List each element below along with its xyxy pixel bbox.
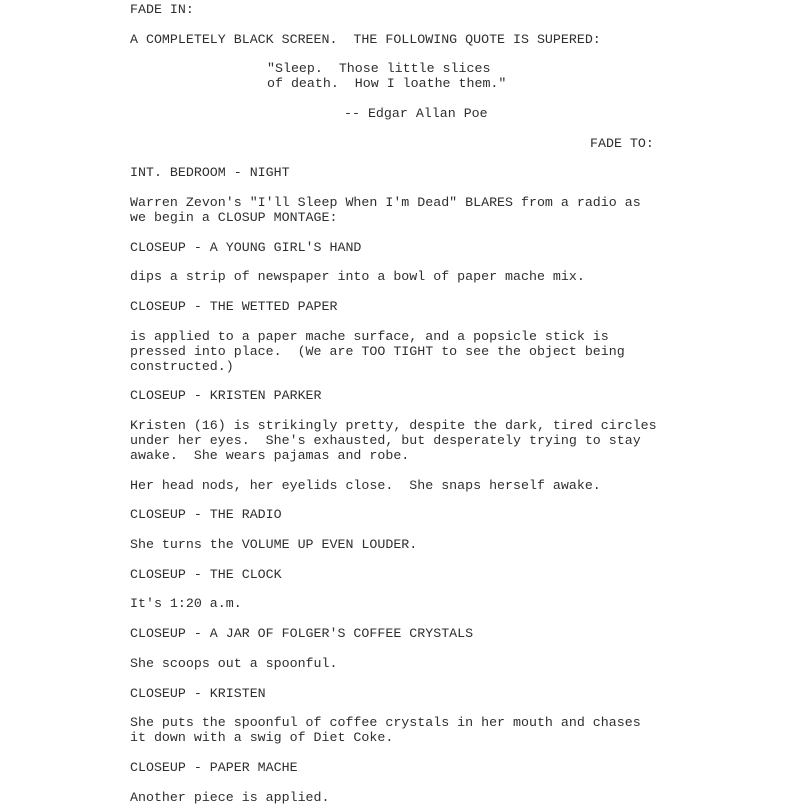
script-line: She turns the VOLUME UP EVEN LOUDER. (130, 536, 418, 552)
script-line: constructed.) (130, 358, 234, 374)
script-line: "Sleep. Those little slices (267, 61, 491, 77)
paragraph-action (130, 33, 675, 48)
script-line: FADE IN: (130, 2, 194, 17)
script-line: awake. She wears pajamas and robe. (130, 447, 410, 463)
paragraph-slugline (130, 761, 675, 776)
script-line: INT. BEDROOM - NIGHT (130, 165, 290, 181)
script-line: It's 1:20 a.m. (130, 596, 242, 612)
script-line: Warren Zevon's "I'll Sleep When I'm Dead" BLARES from a radio as (130, 195, 641, 211)
script-line: A COMPLETELY BLACK SCREEN. THE FOLLOWING QUOTE IS SUPERED: (130, 31, 601, 47)
script-line: of death. How I loathe them." (267, 76, 507, 92)
paragraph-slugline (130, 300, 675, 315)
paragraph-slugline (130, 627, 675, 642)
script-line: we begin a CLOSUP MONTAGE: (130, 210, 338, 226)
script-line: CLOSEUP - THE CLOCK (130, 566, 282, 582)
script-line: CLOSEUP - PAPER MACHE (130, 759, 298, 775)
script-line: Another piece is applied. (130, 789, 330, 805)
paragraph-action (130, 196, 675, 226)
script-line: CLOSEUP - A JAR OF FOLGER'S COFFEE CRYSTALS (130, 626, 474, 642)
script-line: under her eyes. She's exhausted, but desperately trying to stay (130, 432, 641, 448)
paragraph-action (130, 419, 675, 464)
script-line: CLOSEUP - THE WETTED PAPER (130, 299, 338, 315)
paragraph-transition-left (130, 3, 675, 18)
script-line: it down with a swig of Diet Coke. (130, 730, 394, 746)
script-line: Kristen (16) is strikingly pretty, despite the dark, tired circles (130, 418, 657, 434)
script-line: Her head nods, her eyelids close. She snaps herself awake. (130, 477, 601, 493)
paragraph-slugline (130, 166, 675, 181)
script-line: -- Edgar Allan Poe (344, 106, 488, 122)
paragraph-transition-right (590, 137, 675, 152)
script-line: CLOSEUP - KRISTEN (130, 685, 266, 701)
script-line: FADE TO: (590, 135, 654, 151)
paragraph-action (130, 330, 675, 375)
paragraph-action (130, 538, 675, 553)
paragraph-action (130, 479, 675, 494)
paragraph-action (130, 597, 675, 612)
paragraph-action (130, 716, 675, 746)
script-line: CLOSEUP - A YOUNG GIRL'S HAND (130, 239, 362, 255)
paragraph-quote-attribution (344, 107, 675, 122)
paragraph-slugline (130, 389, 675, 404)
paragraph-action (130, 270, 675, 285)
paragraph-slugline (130, 241, 675, 256)
script-body (130, 3, 675, 812)
script-line: dips a strip of newspaper into a bowl of paper mache mix. (130, 269, 585, 285)
paragraph-action (130, 791, 675, 806)
script-line: She scoops out a spoonful. (130, 655, 338, 671)
paragraph-slugline (130, 687, 675, 702)
script-line: CLOSEUP - KRISTEN PARKER (130, 388, 322, 404)
script-line: is applied to a paper mache surface, and a popsicle stick is (130, 328, 609, 344)
script-line: She puts the spoonful of coffee crystals in her mouth and chases (130, 715, 641, 731)
paragraph-quote (267, 62, 675, 92)
paragraph-action (130, 657, 675, 672)
paragraph-slugline (130, 508, 675, 523)
script-line: pressed into place. (We are TOO TIGHT to see the object being (130, 343, 625, 359)
paragraph-slugline (130, 568, 675, 583)
script-line: CLOSEUP - THE RADIO (130, 507, 282, 523)
